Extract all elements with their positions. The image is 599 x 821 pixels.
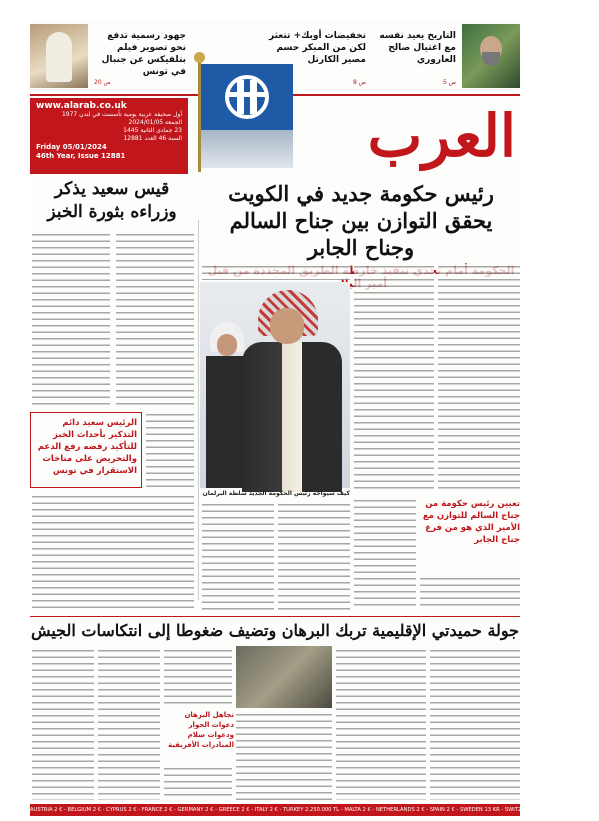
edition-box — [30, 98, 188, 174]
side-headline[interactable]: قيس سعيد يذكر وزراءه بثورة الخبز — [47, 179, 177, 222]
second-body-col-7 — [430, 648, 520, 800]
newspaper-page — [30, 20, 599, 816]
side-body-col-3 — [146, 412, 194, 488]
teaser-photo-statue — [30, 24, 88, 88]
lead-body-col-1 — [354, 264, 434, 492]
second-body-col-5 — [236, 712, 332, 800]
lead-body-col-3 — [202, 502, 274, 610]
second-photo — [236, 646, 332, 708]
edition-line: أول صحيفة عربية يومية تأسست في لندن 1977 — [61, 111, 182, 118]
site-url[interactable]: www.alarab.co.uk — [36, 101, 127, 111]
teaser-text: جهود رسمية تدفع نحو تصوير فيلم بتلفيكس عن جنبال في تونس — [101, 31, 186, 77]
lead-headline[interactable]: رئيس حكومة جديد في الكويت يحقق التوازن بين جناح السالم وجناح الجابر — [228, 181, 494, 260]
side-quote: الرئيس سعيد دائم التذكير بأحداث الخبز للتأكيد رفضه رفع الدعم والتحريض على مناخات الاستقرار في تونس — [37, 418, 137, 476]
side-body-col-4 — [32, 494, 194, 610]
side-body-col-2 — [116, 232, 194, 408]
teaser-page-ref: ص 8 — [353, 79, 366, 86]
lead-inset — [418, 498, 520, 572]
masthead — [30, 98, 520, 174]
opec-flag-photo — [192, 52, 292, 168]
teaser-film[interactable] — [30, 24, 190, 88]
hijri-date: 23 جمادى الثانية 1445 — [123, 127, 182, 134]
second-quote-box — [164, 710, 234, 762]
side-story — [30, 178, 194, 224]
lead-photo-caption: كيف سيواجه رئيس الحكومة الجديد سلطة البرلمان — [202, 490, 350, 497]
teaser-page-ref: ص 5 — [443, 79, 456, 86]
second-body-col-4 — [164, 766, 232, 800]
date-en: Friday 05/01/2024 — [36, 143, 107, 151]
price-footer: AUSTRIA 2 € - BELGIUM 2 € - CYPRUS 2 € - FRANCE 2 € - GERMANY 2 € - GREECE 2 € - ITALY 2 € - TURKEY 2.250.000 TL - MALTA 2 € - NETHERLANDS 2 € - SPAIN 2 € - SWEDEN 13 KR - SWITZERLAND 3SF - USA $3 - UK £1 — [30, 804, 520, 816]
teaser-arouri[interactable] — [370, 24, 520, 88]
lead-photo — [200, 282, 350, 488]
teaser-photo-arouri — [462, 24, 520, 88]
lead-body-col-5 — [354, 498, 416, 610]
second-story-rule — [30, 616, 520, 617]
date-ar: الجمعة 2024/01/05 — [128, 119, 182, 126]
second-body-col-2 — [98, 648, 160, 800]
second-body-col-3 — [164, 648, 232, 706]
teaser-page-ref: ص 20 — [94, 79, 111, 86]
newspaper-logo[interactable]: العرب — [367, 102, 516, 170]
lead-inset-text: تعيين رئيس حكومة من جناح السالم للتوازن مع الأمير الذي هو من فرع جناح الجابر — [422, 499, 520, 545]
issue-ar: السنة 46 العدد 12881 — [123, 135, 182, 142]
second-headline[interactable]: جولة حميدتي الإقليمية تربك البرهان وتضيف ضغوطا إلى انتكاسات الجيش — [30, 621, 520, 640]
lead-body-top — [202, 264, 350, 280]
second-body-col-1 — [32, 648, 94, 800]
teaser-text: التاريخ يعيد نفسه مع اغتيال صالح العاروري — [379, 31, 456, 65]
issue-en: 46th Year, Issue 12881 — [36, 152, 126, 160]
teaser-text: تخفيضات أوبك+ تتعثر لكن من المبكر حسم مصير الكارتل — [269, 31, 366, 65]
second-body-col-6 — [336, 648, 426, 800]
side-body-col-1 — [32, 232, 110, 408]
lead-body-col-6 — [420, 576, 520, 610]
lead-body-col-2 — [438, 264, 520, 492]
side-quote-box — [30, 412, 142, 488]
opec-logo-icon — [201, 64, 293, 130]
column-divider — [198, 220, 199, 600]
second-quote: تجاهل البرهان دعوات الحوار ودعوات سلام المبادرات الأفريقية — [167, 711, 234, 749]
lead-body-col-4 — [278, 502, 350, 610]
